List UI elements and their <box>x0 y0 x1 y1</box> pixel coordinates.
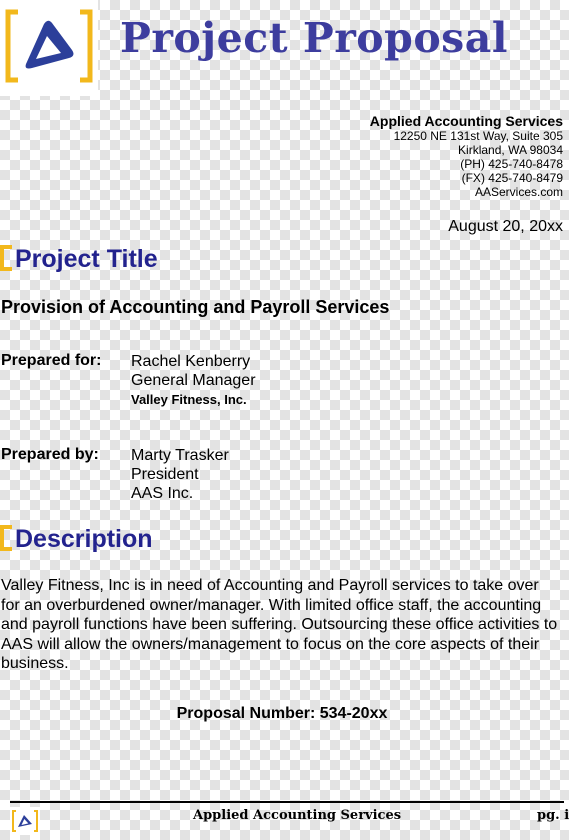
prepared-for-title: General Manager <box>131 372 256 389</box>
project-title-heading-text: Project Title <box>15 245 158 273</box>
prepared-by-block <box>131 446 229 503</box>
footer-company: Applied Accounting Services <box>193 808 402 823</box>
prepared-by-name: Marty Trasker <box>131 447 229 464</box>
company-logo <box>0 0 98 96</box>
bracket-icon <box>0 525 12 551</box>
logo-icon <box>10 807 40 835</box>
page-title: Project Proposal <box>120 14 508 62</box>
company-city: Kirkland, WA 98034 <box>458 143 563 157</box>
company-fax: (FX) 425-740-8479 <box>461 171 563 185</box>
proposal-date: August 20, 20xx <box>448 218 563 235</box>
footer-divider <box>10 801 564 803</box>
description-heading-text: Description <box>15 525 153 553</box>
bracket-icon <box>0 245 12 271</box>
company-address-block <box>370 113 563 199</box>
company-name: Applied Accounting Services <box>369 113 563 129</box>
project-title-text: Provision of Accounting and Payroll Services <box>1 297 390 317</box>
logo-icon <box>0 0 98 96</box>
company-address: 12250 NE 131st Way, Suite 305 <box>393 129 563 143</box>
prepared-for-name: Rachel Kenberry <box>131 353 251 370</box>
prepared-by-title: President <box>131 466 199 483</box>
footer-logo <box>10 807 40 835</box>
company-web: AAServices.com <box>474 185 563 199</box>
company-phone: (PH) 425-740-8478 <box>460 157 563 171</box>
proposal-number: Proposal Number: 534-20xx <box>176 705 388 722</box>
description-text: Valley Fitness, Inc is in need of Accounting and Payroll services to take over for an overburdened owner/manager. With limited office staff, the accounting and payroll functions have been suffering. Outsourcing these office activities to AAS will allow the owners/management to focus on the core aspects of their business. <box>1 577 558 672</box>
prepared-for-label: Prepared for: <box>1 352 102 369</box>
prepared-for-block <box>131 352 256 409</box>
description-heading <box>0 525 153 561</box>
prepared-by-label: Prepared by: <box>1 446 99 463</box>
project-title-heading <box>0 245 158 281</box>
prepared-by-company: AAS Inc. <box>131 485 194 502</box>
prepared-for-company: Valley Fitness, Inc. <box>131 392 247 407</box>
footer-page-number: pg. i <box>537 808 569 823</box>
